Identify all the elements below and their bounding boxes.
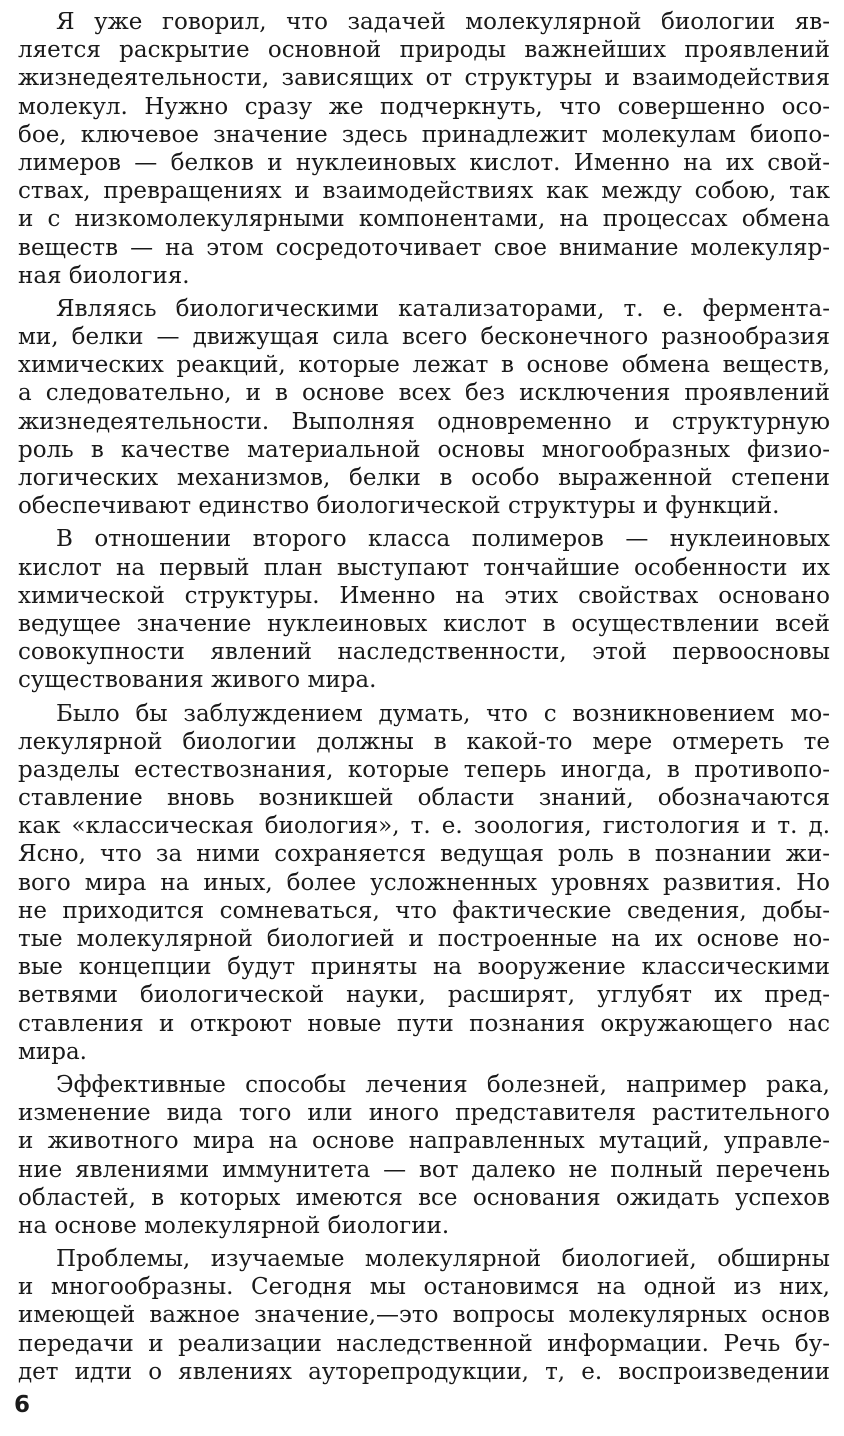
text-line: ведущее значение нуклеиновых кислот в осуществлении всей [18,610,830,637]
page-number: 6 [14,1392,31,1418]
text-line: лимеров — белков и нуклеиновых кислот. Именно на их свой- [18,149,830,176]
text-line: Было бы заблуждением думать, что с возникновением мо- [56,700,830,727]
text-line: вые концепции будут приняты на вооружение классическими [18,954,830,981]
text-line: и с низкомолекулярными компонентами, на процессах обмена [18,206,830,233]
text-line: как «классическая биология», т. е. зоология, гистология и т. д. [18,813,830,840]
paragraph [18,700,830,1066]
text-line: и многообразны. Сегодня мы остановимся на одной из них, [18,1274,830,1301]
text-line: молекул. Нужно сразу же подчеркнуть, что совершенно осо- [18,93,830,120]
text-line: бое, ключевое значение здесь принадлежит молекулам биопо- [18,121,830,148]
paragraph [18,1245,830,1386]
text-line: передачи и реализации наследственной информации. Речь бу- [18,1330,830,1357]
text-line: Являясь биологическими катализаторами, т. е. фермента- [56,295,830,322]
text-line: Я уже говорил, что задачей молекулярной биологии яв- [56,9,830,35]
text-line: ми, белки — движущая сила всего бесконечного разнообразия [18,324,830,351]
text-line: а следовательно, и в основе всех без исключения проявлений [18,380,830,407]
text-line: химической структуры. Именно на этих свойствах основано [18,582,830,609]
text-line: разделы естествознания, которые теперь иногда, в противопо- [18,756,830,783]
text-line: кислот на первый план выступают тончайшие особенности их [18,554,830,581]
text-line: изменение вида того или иного представителя растительного [18,1100,830,1127]
page-body [18,8,830,1391]
text-line: областей, в которых имеются все основания ожидать успехов [18,1184,830,1211]
text-line: Ясно, что за ними сохраняется ведущая роль в познании жи- [18,841,830,868]
text-line: жизнедеятельности. Выполняя одновременно и структурную [18,408,830,435]
text-line: ляется раскрытие основной природы важнейших проявлений [18,37,830,64]
text-line: В отношении второго класса полимеров — нуклеиновых [56,526,830,553]
paragraph [18,1071,830,1240]
paragraph [18,295,830,521]
text-line: лекулярной биологии должны в какой-то мере отмереть те [18,728,830,755]
text-line: совокупности явлений наследственности, этой первоосновы [18,639,830,666]
text-line: Проблемы, изучаемые молекулярной биологией, обширны [56,1246,830,1273]
text-line: на основе молекулярной биологии. [18,1212,450,1239]
text-line: Эффективные способы лечения болезней, например рака, [56,1071,830,1098]
text-line: тые молекулярной биологией и построенные на их основе но- [18,926,830,952]
text-line: ние явлениями иммунитета — вот далеко не полный перечень [18,1156,830,1183]
text-line: химических реакций, которые лежат в основе обмена веществ, [18,352,830,379]
text-line: существования живого мира. [18,667,377,694]
paragraph [18,8,830,290]
text-line: веществ — на этом сосредоточивает свое внимание молекуляр- [18,234,830,261]
text-line: роль в качестве материальной основы многообразных физио- [18,436,830,463]
text-line: и животного мира на основе направленных мутаций, управле- [18,1128,830,1155]
text-line: имеющей важное значение,—это вопросы молекулярных основ [18,1302,830,1329]
text-line: обеспечивают единство биологической структуры и функций. [18,493,780,520]
text-line: мира. [18,1038,87,1065]
text-line: ствах, превращениях и взаимодействиях как между собою, так [18,178,830,205]
text-line: не приходится сомневаться, что фактические сведения, добы- [18,897,830,924]
paragraph [18,525,830,694]
text-line: логических механизмов, белки в особо выраженной степени [18,465,830,491]
text-line: ветвями биологической науки, расширят, углубят их пред- [18,982,830,1009]
text-line: вого мира на иных, более усложненных уровнях развития. Но [18,869,830,896]
text-line: жизнедеятельности, зависящих от структуры и взаимодействия [18,65,830,92]
text-line: дет идти о явлениях ауторепродукции, т, е. воспроизведении [18,1358,830,1385]
text-line: ставление вновь возникшей области знаний, обозначаются [18,785,830,812]
text-line: ставления и откроют новые пути познания окружающего нас [18,1010,830,1037]
text-line: ная биология. [18,262,190,289]
